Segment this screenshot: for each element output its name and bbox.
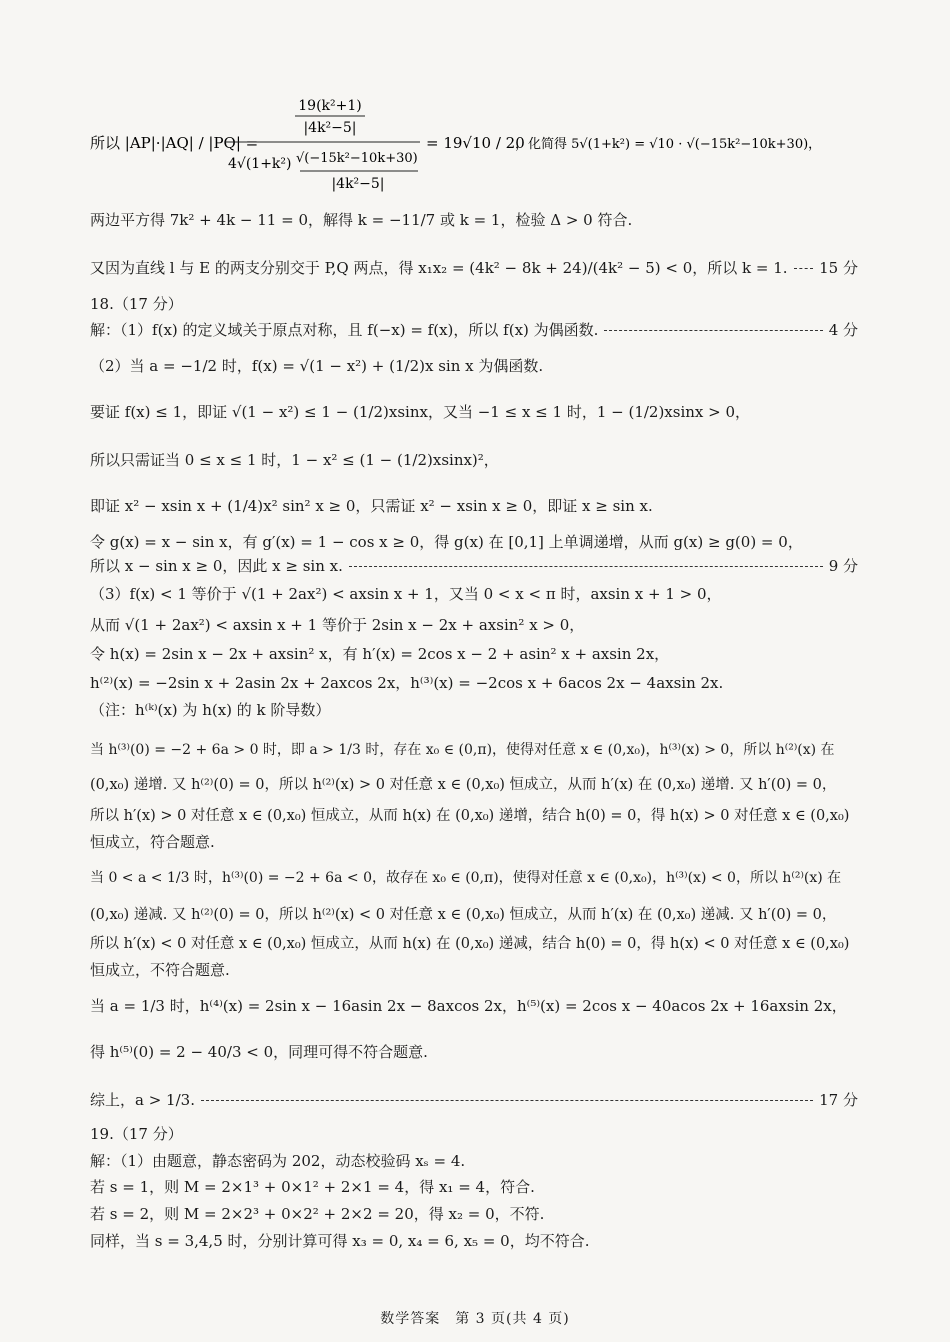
- line-text: 解：（1）由题意，静态密码为 202，动态校验码 xₛ = 4.: [90, 1152, 466, 1170]
- simplify-text: ，化简得 5√(1+k²) = √10 · √(−15k²−10k+30)，: [515, 137, 822, 152]
- line-text: 所以 h′(x) > 0 对任意 x ∈ (0,x₀) 恒成立，从而 h(x) 在 (0,x₀) 递增，结合 h(0) = 0，得 h(x) > 0 对任意 x ∈ (0,x₀): [90, 808, 850, 824]
- line-text: 当 h⁽³⁾(0) = −2 + 6a > 0 时，即 a > 1/3 时，存在 x₀ ∈ (0,π)，使得对任意 x ∈ (0,x₀)，h⁽³⁾(x) > 0，所以 h⁽²⁾(x) 在: [90, 742, 835, 758]
- fraction-formula: [90, 92, 858, 202]
- line-text: 综上，a > 1/3.: [90, 1091, 195, 1109]
- line-text: h⁽²⁾(x) = −2sin x + 2asin 2x + 2axcos 2x，h⁽³⁾(x) = −2cos x + 6acos 2x − 4axsin 2x.: [90, 674, 724, 692]
- line-text: 恒成立，不符合题意.: [90, 961, 230, 979]
- line-18: [90, 806, 858, 826]
- line-text: （3）f(x) < 1 等价于 √(1 + 2ax²) < axsin x + 1，又当 0 < x < π 时，axsin x + 1 > 0，: [90, 585, 722, 603]
- line-text: 令 g(x) = x − sin x，有 g′(x) = 1 − cos x ≥ 0，得 g(x) 在 [0,1] 上单调递增，从而 g(x) ≥ g(0) = 0，: [90, 533, 803, 551]
- line-28: [90, 1151, 858, 1171]
- score-label: 9 分: [828, 557, 858, 575]
- line-15: [90, 700, 858, 720]
- line-text: 两边平方得 7k² + 4k − 11 = 0，解得 k = −11/7 或 k = 1，检验 Δ > 0 符合.: [90, 211, 633, 229]
- line-13: [90, 644, 858, 664]
- line-25: [90, 1042, 858, 1062]
- denominator-left: 4√(1+k²): [228, 156, 292, 172]
- line-2: [90, 258, 858, 278]
- question-heading: 19.（17 分）: [90, 1125, 183, 1143]
- line-5: [90, 356, 858, 376]
- line-4: [90, 320, 858, 340]
- score-label: 4 分: [828, 321, 858, 339]
- line-text: 当 0 < a < 1/3 时，h⁽³⁾(0) = −2 + 6a < 0，故存在 x₀ ∈ (0,π)，使得对任意 x ∈ (0,x₀)，h⁽³⁾(x) < 0，所以 h⁽²⁾(x) 在: [90, 870, 842, 886]
- line-30: [90, 1204, 858, 1224]
- line-21: [90, 905, 858, 925]
- denominator-sqrt: √(−15k²−10k+30): [296, 151, 418, 166]
- line-14: [90, 673, 858, 693]
- score-label: 17 分: [819, 1091, 858, 1109]
- line-text: 解：（1）f(x) 的定义域关于原点对称，且 f(−x) = f(x)，所以 f(x) 为偶函数.: [90, 321, 599, 339]
- line-text: 要证 f(x) ≤ 1，即证 √(1 − x²) ≤ 1 − (1/2)xsinx，又当 −1 ≤ x ≤ 1 时，1 − (1/2)xsinx > 0，: [90, 403, 751, 421]
- line-text: 若 s = 1，则 M = 2×1³ + 0×1² + 2×1 = 4，得 x₁ = 4，符合.: [90, 1178, 535, 1196]
- line-6: [90, 402, 858, 422]
- line-text: 即证 x² − xsin x + (1/4)x² sin² x ≥ 0，只需证 x² − xsin x ≥ 0，即证 x ≥ sin x.: [90, 497, 653, 515]
- dash-leader: [604, 330, 822, 331]
- formula-lhs: 所以 |AP|·|AQ| / |PQ| =: [90, 134, 259, 152]
- line-12: [90, 615, 858, 635]
- line-text: 若 s = 2，则 M = 2×2³ + 0×2² + 2×2 = 20，得 x₂ = 0，不符.: [90, 1205, 545, 1223]
- line-11: [90, 584, 858, 604]
- note-text: （注：h⁽ᵏ⁾(x) 为 h(x) 的 k 阶导数）: [90, 701, 331, 719]
- equals-value: = 19√10 / 20: [426, 134, 525, 152]
- line-17: [90, 775, 858, 795]
- line-9: [90, 532, 858, 552]
- line-text: 得 h⁽⁵⁾(0) = 2 − 40/3 < 0，同理可得不符合题意.: [90, 1043, 428, 1061]
- question-heading: 18.（17 分）: [90, 295, 183, 313]
- line-text: 当 a = 1/3 时，h⁽⁴⁾(x) = 2sin x − 16asin 2x − 8axcos 2x，h⁽⁵⁾(x) = 2cos x − 40acos 2x + 16axsin 2x，: [90, 997, 847, 1015]
- line-text: 所以只需证当 0 ≤ x ≤ 1 时，1 − x² ≤ (1 − (1/2)xsinx)²，: [90, 451, 499, 469]
- dash-leader: [201, 1100, 813, 1101]
- line-24: [90, 996, 858, 1016]
- dash-leader: [349, 566, 823, 567]
- line-text: 所以 h′(x) < 0 对任意 x ∈ (0,x₀) 恒成立，从而 h(x) 在 (0,x₀) 递减，结合 h(0) = 0，得 h(x) < 0 对任意 x ∈ (0,x₀): [90, 936, 850, 952]
- line-20: [90, 868, 858, 888]
- line-7: [90, 450, 858, 470]
- dash-leader: [794, 268, 814, 269]
- line-27: [90, 1124, 858, 1144]
- line-22: [90, 934, 858, 954]
- line-26: [90, 1090, 858, 1110]
- line-23: [90, 960, 858, 980]
- line-1: [90, 210, 858, 230]
- score-label: 15 分: [819, 259, 858, 277]
- numerator-bottom: |4k²−5|: [303, 120, 357, 136]
- numerator-top: 19(k²+1): [298, 98, 362, 114]
- page-footer: 数学答案 第 3 页(共 4 页): [380, 1311, 570, 1327]
- line-text: (0,x₀) 递减. 又 h⁽²⁾(0) = 0，所以 h⁽²⁾(x) < 0 对任意 x ∈ (0,x₀) 恒成立，从而 h′(x) 在 (0,x₀) 递减. 又 h′(0) = 0，: [90, 907, 837, 923]
- line-3: [90, 294, 858, 314]
- denominator-bottom: |4k²−5|: [331, 176, 385, 192]
- line-text: 又因为直线 l 与 E 的两支分别交于 P,Q 两点，得 x₁x₂ = (4k² − 8k + 24)/(4k² − 5) < 0，所以 k = 1.: [90, 259, 788, 277]
- line-31: [90, 1231, 858, 1251]
- line-text: 恒成立，符合题意.: [90, 833, 215, 851]
- line-text: 令 h(x) = 2sin x − 2x + axsin² x，有 h′(x) = 2cos x − 2 + asin² x + axsin 2x，: [90, 645, 670, 663]
- line-text: 从而 √(1 + 2ax²) < axsin x + 1 等价于 2sin x − 2x + axsin² x > 0，: [90, 616, 585, 634]
- line-29: [90, 1177, 858, 1197]
- line-text: 同样，当 s = 3,4,5 时，分别计算可得 x₃ = 0, x₄ = 6, x₅ = 0，均不符合.: [90, 1232, 590, 1250]
- line-19: [90, 832, 858, 852]
- line-text: (0,x₀) 递增. 又 h⁽²⁾(0) = 0，所以 h⁽²⁾(x) > 0 对任意 x ∈ (0,x₀) 恒成立，从而 h′(x) 在 (0,x₀) 递增. 又 h′(0) = 0，: [90, 777, 837, 793]
- line-8: [90, 496, 858, 516]
- line-text: （2）当 a = −1/2 时，f(x) = √(1 − x²) + (1/2)x sin x 为偶函数.: [90, 357, 544, 375]
- line-text: 所以 x − sin x ≥ 0，因此 x ≥ sin x.: [90, 557, 343, 575]
- line-16: [90, 740, 858, 760]
- line-10: [90, 556, 858, 576]
